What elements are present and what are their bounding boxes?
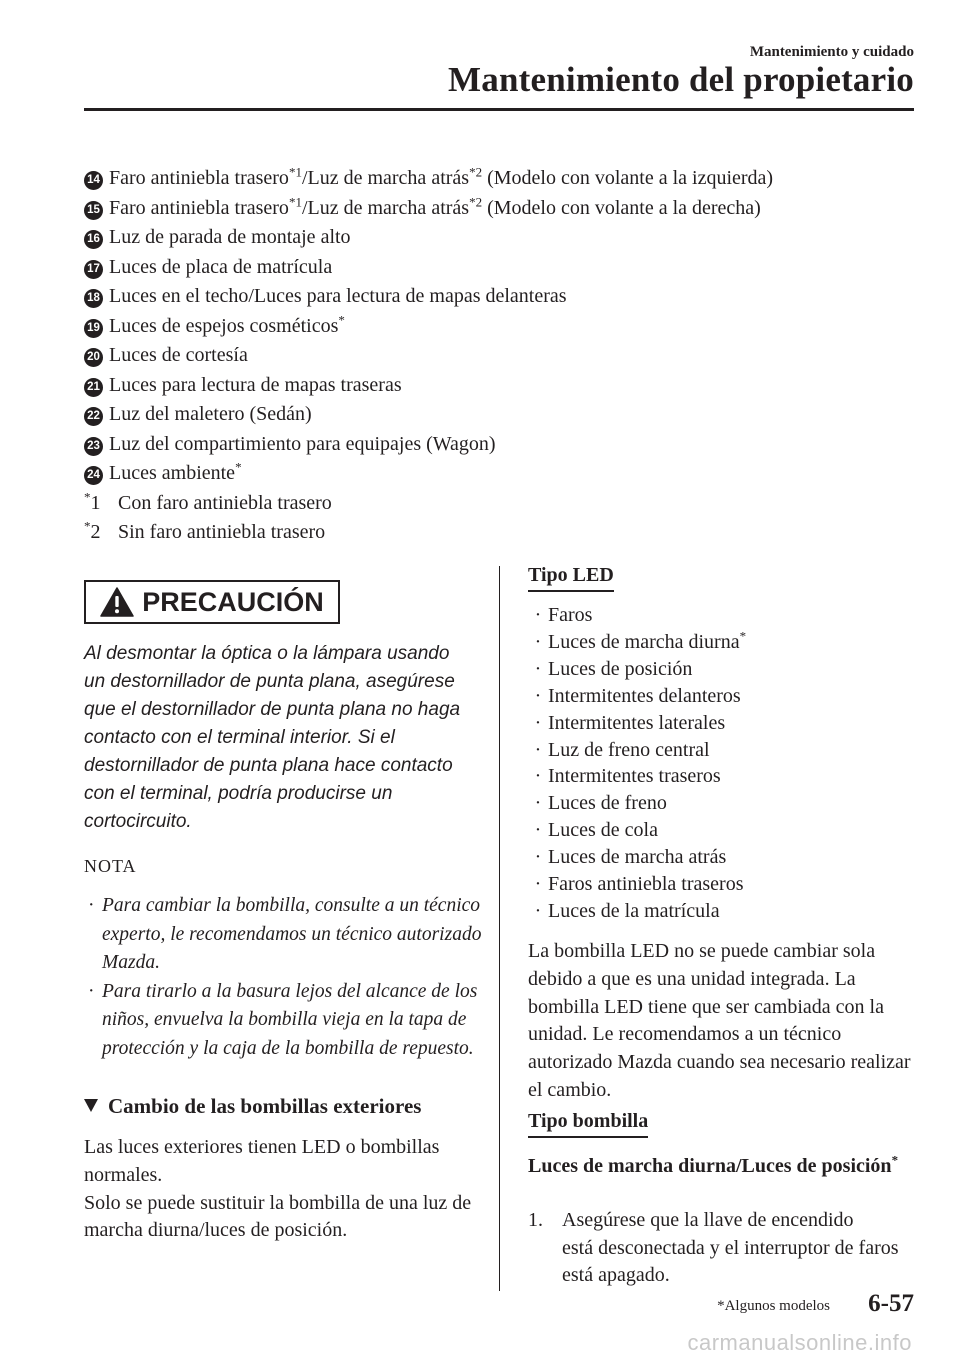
footnote: *2 Sin faro antiniebla trasero bbox=[84, 518, 326, 543]
list-item: 22 Luz del maletero (Sedán) bbox=[84, 400, 904, 430]
procedure-step: 1. Asegúrese que la llave de encendido está desconectada y el interruptor de faros está apagado. bbox=[528, 1209, 899, 1286]
drl-subheading: Luces de marcha diurna/Luces de posición* bbox=[528, 1152, 899, 1177]
bullet-icon: · bbox=[534, 792, 542, 815]
list-item: 14 Faro antiniebla trasero$^{*1}$/Luz de marcha atrás$^{*2}$ (Modelo con volante a la izquierda) bbox=[84, 164, 904, 194]
caution-title: PRECAUCIÓN bbox=[142, 586, 324, 617]
list-item: 15 Faro antiniebla trasero$^{*1}$/Luz de marcha atrás$^{*2}$ (Modelo con volante a la derecha) bbox=[84, 194, 904, 224]
list-item: · Para cambiar la bombilla, consulte a un técnico experto, le recomendamos un técnico autorizado Mazda. bbox=[84, 892, 484, 978]
bullet-icon: · bbox=[88, 895, 95, 916]
watermark: carmanualsonline.info bbox=[687, 1330, 912, 1355]
list-item: 21 Luces para lectura de mapas traseras bbox=[84, 371, 904, 401]
bullet-icon: · bbox=[534, 765, 542, 788]
page-number: 6-57 bbox=[868, 1290, 914, 1317]
number-badge: 20 bbox=[84, 348, 103, 367]
led-type-title: Tipo LED bbox=[528, 564, 614, 592]
caution-box bbox=[84, 580, 340, 624]
bullet-icon: · bbox=[534, 819, 542, 842]
list-item: 19 Luces de espejos cosméticos* bbox=[84, 312, 904, 342]
column-divider bbox=[499, 566, 500, 1291]
warning-triangle-icon bbox=[100, 587, 134, 617]
numbered-lamp-list bbox=[84, 164, 904, 548]
list-item: 16 Luz de parada de montaje alto bbox=[84, 223, 904, 253]
number-badge: 17 bbox=[84, 260, 103, 279]
bullet-icon: · bbox=[534, 604, 542, 626]
list-item: · Intermitentes traseros bbox=[528, 763, 928, 790]
list-item: · Luces de cola bbox=[528, 817, 928, 844]
number-badge: 19 bbox=[84, 319, 103, 338]
number-badge: 18 bbox=[84, 289, 103, 308]
list-item: · Luces de posición bbox=[528, 656, 928, 683]
number-badge: 23 bbox=[84, 437, 103, 456]
exterior-text: Las luces exteriores tienen LED o bombillas normales. Solo se puede sustituir la bombilla de una luz de marcha diurna/luces de posición. bbox=[84, 1136, 472, 1242]
list-item: 20 Luces de cortesía bbox=[84, 341, 904, 371]
number-badge: 15 bbox=[84, 201, 103, 220]
header-rule bbox=[84, 108, 914, 111]
led-list bbox=[528, 602, 928, 925]
bullet-icon: · bbox=[534, 630, 542, 653]
number-badge: 21 bbox=[84, 378, 103, 397]
number-badge: 22 bbox=[84, 407, 103, 426]
list-item: · Intermitentes delanteros bbox=[528, 683, 928, 710]
list-item: 17 Luces de placa de matrícula bbox=[84, 253, 904, 283]
triangle-down-icon bbox=[84, 1099, 98, 1112]
section-heading: Cambio de las bombillas exteriores bbox=[84, 1094, 421, 1119]
footnote: *1 Con faro antiniebla trasero bbox=[84, 488, 332, 514]
bullet-icon: · bbox=[534, 711, 542, 734]
caution-text: Al desmontar la óptica o la lámpara usando un destornillador de punta plana, asegúrese que el destornillador de punta plana no haga contacto con el terminal interior. Si el destornillador de punta plana hace contacto con el terminal, podría producirse un cortocircuito. bbox=[84, 643, 461, 832]
list-item: 23 Luz del compartimiento para equipajes (Wagon) bbox=[84, 430, 904, 460]
number-badge: 24 bbox=[84, 466, 103, 485]
section-title: Mantenimiento y cuidado bbox=[749, 44, 914, 60]
list-item: · Intermitentes laterales bbox=[528, 710, 928, 737]
list-item: · Para tirarlo a la basura lejos del alcance de los niños, envuelva la bombilla vieja en la tapa de protección y la caja de la bombilla de repuesto. bbox=[84, 978, 484, 1064]
bullet-icon: · bbox=[534, 657, 542, 680]
list-item: · Luces de la matrícula bbox=[528, 898, 928, 925]
bulb-type-title: Tipo bombilla bbox=[528, 1110, 648, 1138]
chapter-title: Mantenimiento del propietario bbox=[448, 60, 914, 99]
list-item: · Faros antiniebla traseros bbox=[528, 871, 928, 898]
bullet-icon: · bbox=[534, 873, 542, 896]
list-item: · Luces de marcha atrás bbox=[528, 844, 928, 871]
bullet-icon: · bbox=[534, 684, 542, 707]
list-item: 24 Luces ambiente* bbox=[84, 459, 904, 489]
bullet-icon: · bbox=[534, 846, 542, 869]
list-item: · Luz de freno central bbox=[528, 737, 928, 764]
list-item: · Luces de marcha diurna* bbox=[528, 629, 928, 656]
bullet-icon: · bbox=[534, 899, 542, 922]
note-title: NOTA bbox=[84, 856, 137, 876]
list-item: 18 Luces en el techo/Luces para lectura de mapas delanteras bbox=[84, 282, 904, 312]
number-badge: 16 bbox=[84, 230, 103, 249]
led-paragraph: La bombilla LED no se puede cambiar sola debido a que es una unidad integrada. La bombilla LED tiene que ser cambiada con la unidad. Le recomendamos a un técnico autorizado Mazda cuando sea necesario realizar el cambio. bbox=[528, 940, 911, 1101]
note-list bbox=[84, 892, 484, 1063]
list-item: · Luces de freno bbox=[528, 790, 928, 817]
bullet-icon: · bbox=[534, 738, 542, 761]
number-badge: 14 bbox=[84, 171, 103, 190]
bullet-icon: · bbox=[88, 980, 95, 1002]
footnote-some-models: *Algunos modelos bbox=[717, 1298, 830, 1314]
list-item: · Faros bbox=[528, 602, 928, 629]
